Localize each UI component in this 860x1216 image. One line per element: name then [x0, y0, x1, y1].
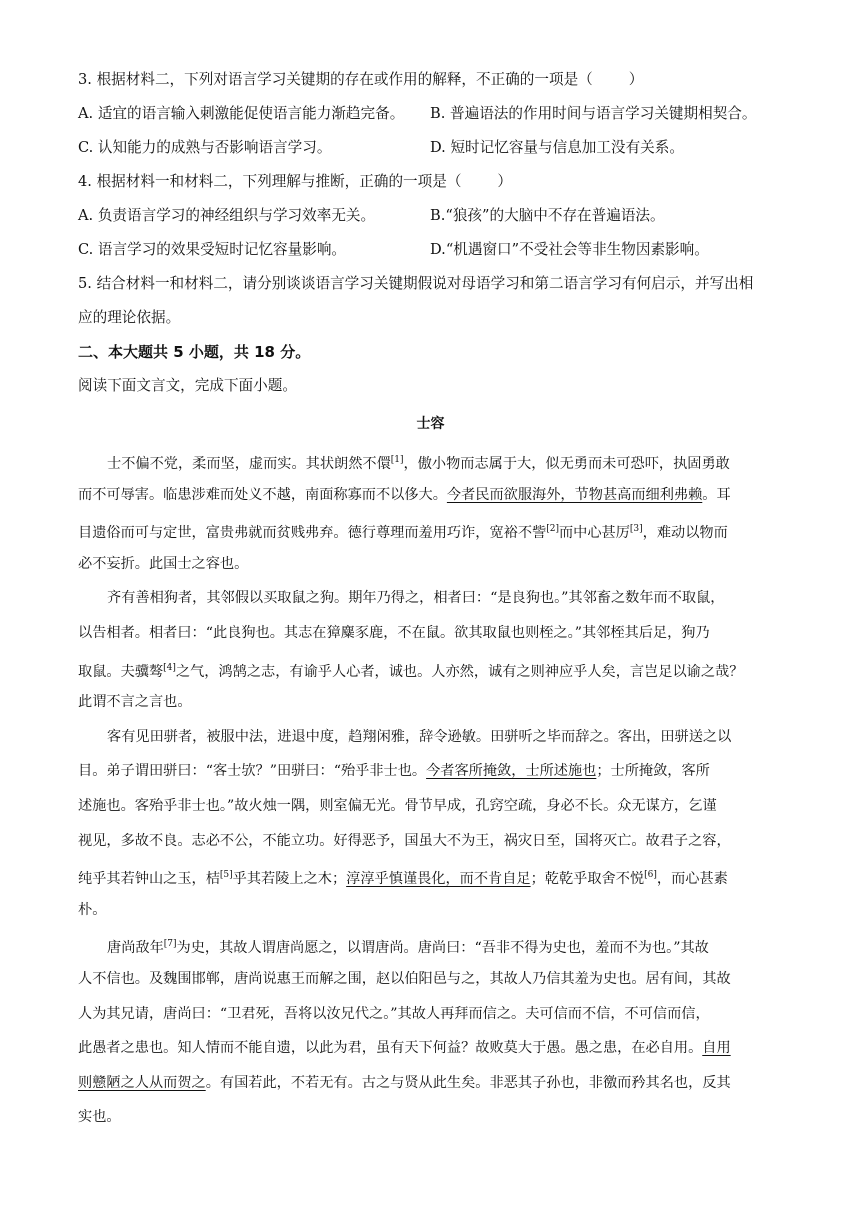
footnote-marker: [7] [163, 939, 177, 950]
question-3-options-ab [78, 102, 783, 136]
passage-line [78, 517, 783, 552]
passage-line: 人为其兄请，唐尚曰：“卫君死，吾将以汝兄代之。”其故人再拜而信之。夫可信而不信，不可信而信， [78, 1005, 710, 1022]
passage-text: 此愚者之患也。知人情而不能自遗，以此为君，虽有天下何益？故败莫大于愚。愚之患，在必自用。 [78, 1040, 703, 1057]
underlined-sentence: 今者民而欲服海外，节物甚高而细利弗赖 [446, 486, 703, 503]
question-3-option-a[interactable]: A. 适宜的语言输入刺激能促使语言能力渐趋完备。 [78, 105, 405, 122]
footnote-marker: [6] [644, 870, 657, 881]
passage-text: 唐尚敌年 [107, 940, 164, 957]
passage-text: ，傲小物而志属于大，似无勇而未可恐吓，执固勇敢 [403, 456, 730, 472]
footnote-marker: [4] [163, 662, 176, 673]
passage-text: 纯乎其若钟山之玉，桔 [78, 871, 220, 888]
passage-text: 而中心甚厉 [558, 525, 630, 542]
question-4-option-a[interactable]: A. 负责语言学习的神经组织与学习效率无关。 [78, 207, 376, 224]
section-2-heading: 二、本大题共 5 小题，共 18 分。 [78, 343, 311, 361]
passage-line [78, 1036, 783, 1071]
passage-line [78, 448, 783, 483]
underlined-sentence: 淳淳乎慎谨畏化，而不肯自足 [346, 871, 531, 888]
question-4-option-c[interactable]: C. 语言学习的效果受短时记忆容量影响。 [78, 241, 347, 258]
question-3-stem-text: 3. 根据材料二，下列对语言学习关键期的存在或作用的解释，不正确的一项是（ [78, 71, 593, 88]
passage-line: 必不妄折。此国士之容也。 [78, 555, 249, 572]
passage-line: 客有见田骈者，被服中法，进退中度，趋翔闲雅，辞令逊敏。田骈听之毕而辞之。客出，田骈送之以 [107, 728, 732, 745]
footnote-marker: [5] [219, 870, 233, 881]
passage-line: 视见，多故不良。志必不公，不能立功。好得恶予，国虽大不为王，祸灾日至，国将灭亡。故君子之容， [78, 832, 731, 849]
passage-line: 述施也。客殆乎非士也。”故火烛一隅，则室偏无光。骨节早成，孔窍空疏，身必不长。众无谋方，乞谨 [78, 797, 717, 814]
question-4-paren-close: ） [497, 173, 513, 190]
question-4-stem [78, 170, 783, 204]
question-5-line-2: 应的理论依据。 [78, 309, 181, 326]
question-5-line-1: 5. 结合材料一和材料二，请分别谈谈语言学习关键期假说对母语学习和第二语言学习有何启示，并写出相 [78, 275, 754, 292]
passage-line: 齐有善相狗者，其邻假以买取鼠之狗。期年乃得之，相者曰：“是良狗也。”其邻畜之数年而不取鼠， [107, 590, 725, 607]
passage-line [78, 863, 783, 898]
passage-text: 乎其若陵上之木； [232, 871, 347, 888]
underlined-sentence: 今者客所掩敛，士所述施也 [426, 763, 597, 780]
passage-text: 。耳 [702, 486, 731, 503]
question-4-option-b[interactable]: B.“狼孩”的大脑中不存在普遍语法。 [430, 207, 665, 224]
passage-line: 以告相者。相者曰：“此良狗也。其志在獐麋豕鹿，不在鼠。欲其取鼠也则桎之。”其邻桎其后足，狗乃 [78, 624, 710, 641]
question-3-stem [78, 68, 783, 102]
question-4-option-d[interactable]: D.“机遇窗口”不受社会等非生物因素影响。 [430, 241, 709, 258]
footnote-marker: [1] [390, 455, 404, 465]
question-3-option-b[interactable]: B. 普遍语法的作用时间与语言学习关键期相契合。 [430, 105, 757, 122]
passage-text: ；士所掩敛，客所 [596, 763, 710, 780]
passage-line [78, 932, 783, 967]
footnote-marker: [2] [546, 524, 559, 535]
underlined-sentence: 则戆陋之人从而贺之 [78, 1074, 206, 1091]
passage-text: 为史，其故人谓唐尚愿之，以谓唐尚。唐尚曰：“吾非不得为史也，羞而不为也。”其故 [176, 940, 709, 957]
passage-title: 士容 [416, 416, 445, 432]
passage-line [78, 759, 783, 794]
passage-text: ，而心甚素 [656, 871, 728, 888]
passage-text: 取鼠。夫骥骜 [78, 663, 164, 680]
question-3-option-d[interactable]: D. 短时记忆容量与信息加工没有关系。 [430, 139, 684, 156]
passage-line: 朴。 [78, 901, 107, 918]
passage-line: 此谓不言之言也。 [78, 694, 192, 711]
question-4-options-ab [78, 204, 783, 238]
passage-line: 实也。 [78, 1109, 121, 1126]
passage-line: 人不信也。及魏围邯郸，唐尚说惠王而解之围，赵以伯阳邑与之，其故人乃信其羞为史也。居有间，其故 [78, 970, 731, 987]
question-4-options-cd [78, 238, 783, 272]
question-3-options-cd [78, 136, 783, 170]
footnote-marker: [3] [629, 524, 643, 535]
passage-text: 之气，鸿鹄之志，有谕乎人心者，诚也。人亦然，诚有之则神应乎人矣，言岂足以谕之哉？ [175, 663, 744, 680]
classical-passage [78, 448, 783, 1140]
passage-text: 。有国若此，不若无有。古之与贤从此生矣。非恶其子孙也，非徼而矜其名也，反其 [205, 1074, 731, 1091]
section-2-instruction: 阅读下面文言文，完成下面小题。 [78, 377, 297, 394]
passage-text: ；乾乾乎取舍不悦 [530, 871, 645, 888]
passage-text: 目。弟子谓田骈曰：“客士欤？”田骈曰：“殆乎非士也。 [78, 763, 427, 780]
passage-text: 而不可辱害。临患涉难而处义不越，南面称寡而不以侈大。 [78, 486, 447, 503]
underlined-sentence: 自用 [702, 1040, 731, 1057]
question-4-stem-text: 4. 根据材料一和材料二，下列理解与推断，正确的一项是（ [78, 173, 462, 190]
passage-line [78, 1071, 783, 1106]
question-3-paren-close: ） [628, 71, 644, 88]
passage-text: 士不偏不党，柔而坚，虚而实。其状朗然不儇 [107, 456, 391, 472]
exam-page [78, 68, 783, 1140]
passage-line [78, 483, 783, 518]
passage-text: 目遗俗而可与定世，富贵弗就而贫贱弗弃。德行尊理而羞用巧诈，宽裕不訾 [78, 525, 547, 542]
passage-line [78, 656, 783, 691]
question-3-option-c[interactable]: C. 认知能力的成熟与否影响语言学习。 [78, 139, 332, 156]
passage-text: ，难动以物而 [642, 525, 728, 542]
